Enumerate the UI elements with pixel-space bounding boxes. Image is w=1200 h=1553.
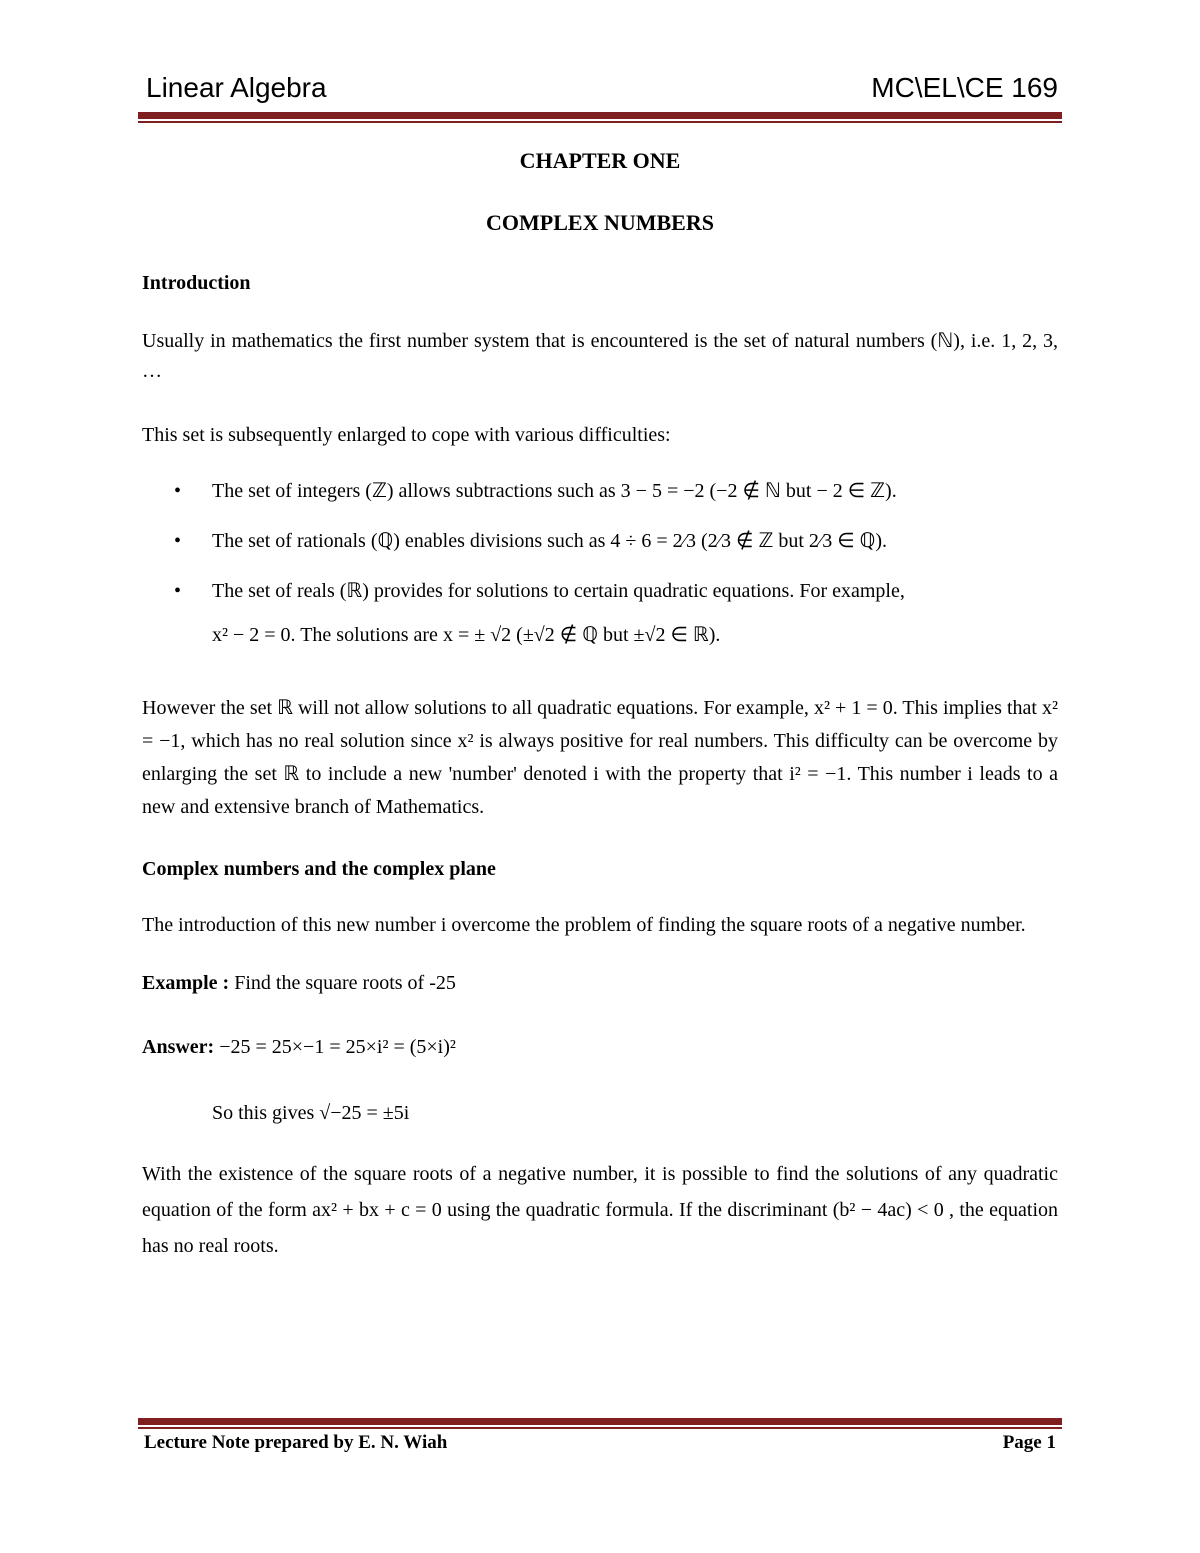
list-item-text: The set of rationals (ℚ) enables divisions such as 4 ÷ 6 = 2⁄3 (2⁄3 ∉ ℤ but 2⁄3 ∈ ℚ).: [212, 530, 888, 552]
list-item: [174, 576, 1058, 650]
intro-paragraph-3: However the set ℝ will not allow solutions to all quadratic equations. For example, x² + 1 = 0. This implies that x² = −1, which has no real solution since x² is always positive for real numbers. This difficulty can be overcome by enlarging the set ℝ to include a new 'number' denoted i with the property that i² = −1. This number i leads to a new and extensive branch of Mathematics.: [142, 697, 1058, 818]
example-label: Example :: [142, 972, 230, 994]
complex-paragraph-2: With the existence of the square roots of a negative number, it is possible to find the solutions of any quadratic equation of the form ax² + bx + c = 0 using the quadratic formula. If the discriminant (b² − 4ac) < 0 , the equation has no real roots.: [142, 1163, 1058, 1257]
header-course-code: MC\EL\CE 169: [871, 72, 1058, 103]
example-line: [142, 968, 1058, 998]
page-footer: [142, 1432, 1060, 1460]
list-item: [174, 476, 1058, 506]
footer-author: Lecture Note prepared by E. N. Wiah: [144, 1432, 448, 1453]
answer-label: Answer:: [142, 1036, 215, 1058]
footer-page-number: Page 1: [1002, 1432, 1056, 1453]
chapter-subtitle: COMPLEX NUMBERS: [486, 210, 714, 235]
intro-paragraph-1: Usually in mathematics the first number system that is encountered is the set of natural numbers (ℕ), i.e. 1, 2, 3, …: [142, 330, 1058, 382]
answer-text: −25 = 25×−1 = 25×i² = (5×i)²: [219, 1036, 456, 1058]
list-item: [174, 526, 1058, 556]
section-heading-complex: Complex numbers and the complex plane: [142, 858, 496, 880]
footer-rule: [138, 1418, 1062, 1425]
list-item-continuation: x² − 2 = 0. The solutions are x = ± √2 (±√2 ∉ ℚ but ±√2 ∈ ℝ).: [212, 624, 721, 646]
bullet-icon: •: [174, 480, 182, 502]
intro-paragraph-2: This set is subsequently enlarged to cope with various difficulties:: [142, 424, 671, 446]
so-this-gives-line: So this gives √−25 = ±5i: [212, 1102, 410, 1124]
complex-paragraph-1: The introduction of this new number i overcome the problem of finding the square roots of a negative number.: [142, 914, 1026, 936]
header-rule: [138, 112, 1062, 119]
section-heading-introduction: Introduction: [142, 272, 251, 294]
answer-line: [142, 1032, 1058, 1062]
example-text: Find the square roots of -25: [234, 972, 456, 994]
chapter-title: CHAPTER ONE: [519, 148, 681, 173]
page-body: [142, 140, 1058, 1264]
list-item-text: The set of integers (ℤ) allows subtractions such as 3 − 5 = −2 (−2 ∉ ℕ but − 2 ∈ ℤ).: [212, 480, 897, 502]
bullet-icon: •: [174, 580, 182, 602]
header-course-title: Linear Algebra: [146, 72, 327, 103]
list-item-text: The set of reals (ℝ) provides for solutions to certain quadratic equations. For example,: [212, 580, 905, 602]
header-rule-thin: [138, 121, 1062, 123]
number-set-list: [142, 476, 1058, 650]
page-header: [142, 72, 1060, 112]
footer-rule-thin: [138, 1427, 1062, 1429]
bullet-icon: •: [174, 530, 182, 552]
